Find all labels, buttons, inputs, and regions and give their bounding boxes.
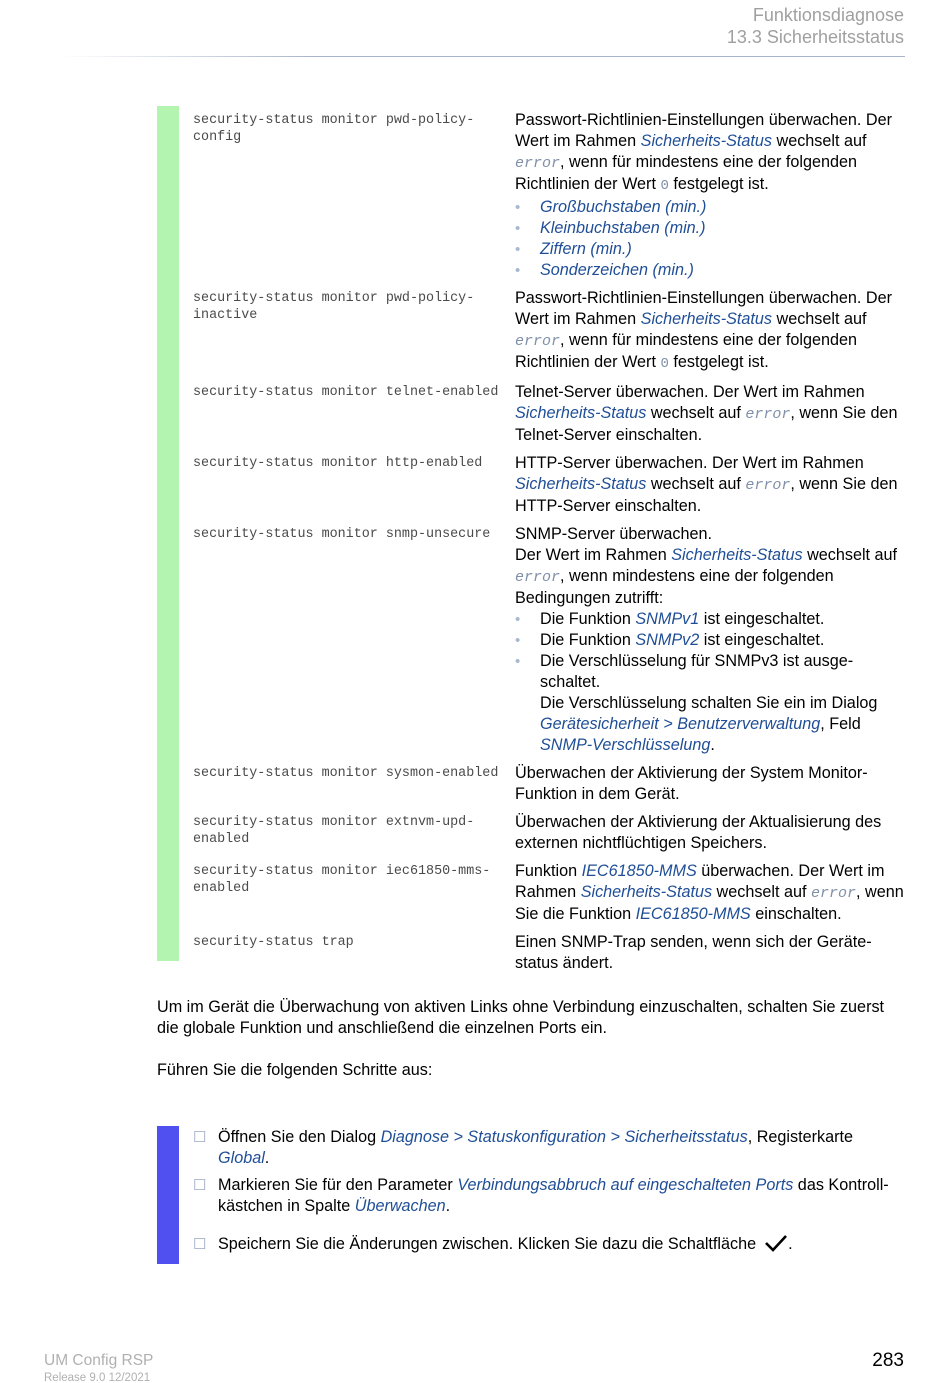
- text-run: , wenn Sie den Telnet-Server einschalten.: [515, 404, 898, 444]
- text-run: , wenn für mindestens eine der folgenden Richtlinien der Wert: [515, 153, 857, 193]
- value-error: error: [811, 885, 857, 902]
- steps-marker: [157, 1126, 179, 1264]
- text-run: .: [445, 1197, 451, 1215]
- ui-reference: Global: [218, 1149, 265, 1167]
- ui-reference: SNMPv2: [635, 631, 700, 649]
- page-number: 283: [872, 1350, 904, 1371]
- ui-reference: IEC61850-MMS: [635, 905, 751, 923]
- command-syntax: security-status monitor iec61850-mms-enabled: [193, 864, 491, 896]
- text-run: Markieren Sie für den Parameter: [218, 1176, 458, 1194]
- step-checkbox-icon: ☐: [193, 1236, 207, 1253]
- text-run: , wenn Sie den HTTP-Server einschalten.: [515, 475, 898, 515]
- description-text: [515, 110, 905, 197]
- text-run: festgelegt ist.: [668, 353, 769, 371]
- ui-reference: SNMPv1: [635, 610, 700, 628]
- text-run: Telnet-Server überwachen. Der Wert im Rahmen: [515, 383, 865, 401]
- text-run: Die Funktion: [540, 610, 636, 628]
- command-description: [515, 861, 905, 925]
- text-run: , Feld: [820, 715, 861, 733]
- value-zero: 0: [660, 356, 669, 372]
- ui-reference: Sicherheits-Status: [580, 883, 713, 901]
- description-text: [515, 524, 905, 609]
- command-row: [193, 110, 905, 281]
- section-title: 13.3 Sicherheitsstatus: [726, 27, 904, 47]
- bullet-item: [515, 651, 905, 756]
- text-run: Funktion: [515, 862, 582, 880]
- text-run: .: [264, 1149, 270, 1167]
- command-syntax: security-status monitor http-enabled: [193, 456, 483, 471]
- text-run: Die Verschlüsselung für SNMPv3 ist ausgeschaltet.: [540, 652, 854, 691]
- text-run: ist eingeschaltet.: [699, 610, 825, 628]
- ui-reference: SNMP-Verschlüsselung: [540, 736, 711, 754]
- page-header: [727, 4, 904, 48]
- command-syntax: security-status monitor pwd-policy-inactive: [193, 291, 475, 323]
- step-item: [193, 1127, 905, 1169]
- text-run: ist eingeschaltet.: [699, 631, 825, 649]
- chapter-title: Funktionsdiagnose: [752, 5, 904, 25]
- text-run: Einen SNMP-Trap senden, wenn sich der Gerätestatus ändert.: [515, 933, 872, 972]
- ui-reference: Sicherheits-Status: [640, 132, 772, 150]
- step-item: [193, 1234, 905, 1255]
- command-description: [515, 524, 905, 756]
- text-run: , wenn Sie die Funktion: [515, 883, 904, 923]
- text-run: wechselt auf: [802, 546, 898, 564]
- text-run: einschalten.: [750, 905, 842, 923]
- command-description: [515, 763, 905, 805]
- bullet-list: [515, 197, 905, 281]
- command-description: [515, 453, 905, 517]
- step-text: [218, 1234, 793, 1255]
- text-run: HTTP-Server überwachen. Der Wert im Rahmen: [515, 454, 864, 472]
- text-run: Die Verschlüsselung schalten Sie ein im Dialog: [540, 694, 878, 712]
- text-run: Passwort-Richtlinien-Einstellungen überwachen. Der Wert im Rahmen: [515, 289, 892, 328]
- ui-reference: Sicherheits-Status: [515, 404, 647, 422]
- command-table-marker: [157, 106, 179, 961]
- value-error: error: [515, 569, 561, 586]
- text-run: Überwachen der Aktivierung der Aktualisierung des externen nichtflüchtigen Speichers.: [515, 813, 882, 852]
- command-syntax: security-status monitor extnvm-upd-enabled: [193, 815, 475, 847]
- ui-reference: Verbindungsabbruch auf eingeschalteten Ports: [457, 1176, 794, 1194]
- step-list: [193, 1127, 905, 1255]
- step-checkbox-icon: ☐: [193, 1129, 207, 1146]
- description-text: [515, 763, 905, 805]
- bullet-item: [515, 197, 905, 218]
- ui-reference: Überwachen: [354, 1197, 446, 1215]
- text-run: Öffnen Sie den Dialog: [218, 1128, 381, 1146]
- description-text: [515, 932, 905, 974]
- footer-doc-name: UM Config RSP: [44, 1352, 154, 1369]
- command-row: [193, 812, 905, 854]
- description-text: [515, 812, 905, 854]
- ui-reference: Sonderzeichen (min.): [540, 261, 694, 279]
- command-row: [193, 453, 905, 517]
- text-run: Passwort-Richtlinien-Einstellungen überwachen. Der Wert im Rahmen: [515, 111, 892, 150]
- ui-reference: Sicherheits-Status: [671, 546, 803, 564]
- step-checkbox-icon: ☐: [193, 1177, 207, 1194]
- ui-reference: Ziffern (min.): [540, 240, 632, 258]
- value-error: error: [515, 333, 561, 350]
- value-error: error: [745, 406, 791, 423]
- text-run: .: [710, 736, 715, 754]
- command-row: [193, 524, 905, 756]
- text-run: , wenn für mindestens eine der folgenden Richtlinien der Wert: [515, 331, 857, 371]
- description-text: [515, 382, 905, 446]
- ui-reference: Sicherheits-Status: [640, 310, 772, 328]
- command-row: [193, 932, 905, 974]
- command-syntax: security-status monitor telnet-enabled: [193, 385, 499, 400]
- text-run: überwachen. Der Wert im Rahmen: [515, 862, 885, 901]
- command-description: [515, 932, 905, 974]
- description-text: [515, 288, 905, 375]
- text-run: Speichern Sie die Änderungen zwischen. Klicken Sie dazu die Schaltfläche: [218, 1235, 757, 1253]
- bullet-item: [515, 239, 905, 260]
- description-text: [515, 453, 905, 517]
- ui-reference: Großbuchstaben (min.): [540, 198, 707, 216]
- bullet-item: [515, 609, 905, 630]
- command-syntax: security-status monitor sysmon-enabled: [193, 766, 499, 781]
- text-run: das Kontrollkästchen in Spalte: [218, 1176, 889, 1215]
- text-run: festgelegt ist.: [668, 175, 769, 193]
- command-table: [193, 110, 905, 981]
- command-row: [193, 763, 905, 805]
- description-text: [515, 861, 905, 925]
- command-row: [193, 288, 905, 375]
- text-run: Die Funktion: [540, 631, 636, 649]
- step-text: [218, 1127, 905, 1169]
- text-run: wechselt auf: [712, 883, 812, 901]
- text-run: wechselt auf: [646, 475, 746, 493]
- command-row: [193, 861, 905, 925]
- command-description: [515, 812, 905, 854]
- value-error: error: [515, 155, 561, 172]
- header-divider: [60, 56, 905, 57]
- ui-reference: Gerätesicherheit > Benutzerverwaltung: [540, 715, 821, 733]
- text-run: wechselt auf: [772, 132, 867, 150]
- ui-reference: Kleinbuchstaben (min.): [540, 219, 706, 237]
- footer: [44, 1351, 153, 1383]
- bullet-item: [515, 630, 905, 651]
- step-item: [193, 1175, 905, 1217]
- ui-reference: IEC61850-MMS: [581, 862, 697, 880]
- bullet-list: [515, 609, 905, 756]
- command-description: [515, 382, 905, 446]
- command-row: [193, 382, 905, 446]
- command-syntax: security-status monitor pwd-policy-config: [193, 113, 475, 145]
- footer-release: Release 9.0 12/2021: [44, 1372, 151, 1383]
- body-paragraph-steps-intro: Führen Sie die folgenden Schritte aus:: [157, 1061, 433, 1079]
- ui-reference: Sicherheits-Status: [515, 475, 647, 493]
- text-run: Überwachen der Aktivierung der System Monitor-Funktion in dem Gerät.: [515, 764, 868, 803]
- checkmark-icon: [764, 1234, 788, 1252]
- bullet-item: [515, 218, 905, 239]
- text-run: .: [788, 1235, 793, 1253]
- value-zero: 0: [660, 178, 669, 194]
- ui-reference: Diagnose > Statuskonfiguration > Sicherheitsstatus: [380, 1128, 748, 1146]
- step-text: [218, 1175, 905, 1217]
- text-run: wechselt auf: [646, 404, 746, 422]
- text-run: , wenn mindestens eine der folgenden Bedingungen zutrifft:: [515, 567, 834, 607]
- text-run: , Registerkarte: [747, 1128, 853, 1146]
- bullet-note: [540, 693, 905, 756]
- command-description: [515, 110, 905, 281]
- text-run: wechselt auf: [772, 310, 867, 328]
- body-paragraph: Um im Gerät die Überwachung von aktiven Links ohne Verbindung einzuschalten, schalten Sie zuerst die globale Funktion und anschließend die einzelnen Ports ein.: [157, 998, 885, 1037]
- text-run: Der Wert im Rahmen: [515, 546, 672, 564]
- command-syntax: security-status trap: [193, 935, 354, 950]
- text-run: SNMP-Server überwachen.: [515, 525, 713, 543]
- bullet-item: [515, 260, 905, 281]
- command-description: [515, 288, 905, 375]
- command-syntax: security-status monitor snmp-unsecure: [193, 527, 491, 542]
- value-error: error: [745, 477, 791, 494]
